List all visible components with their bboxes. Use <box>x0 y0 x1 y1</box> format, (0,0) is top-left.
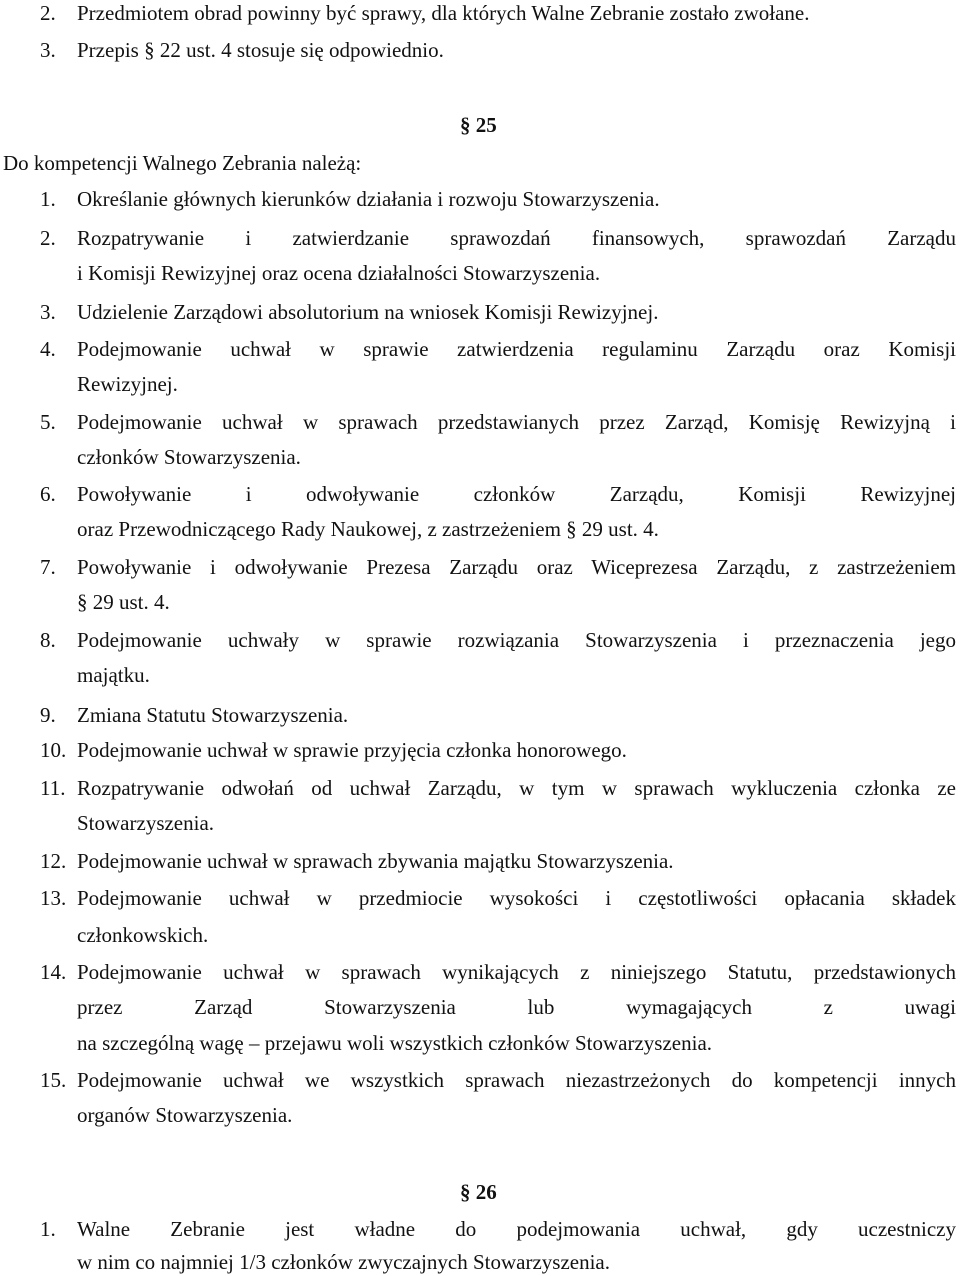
item-text: Przepis § 22 ust. 4 stosuje się odpowiednio. <box>77 38 444 62</box>
item-text: § 29 ust. 4. <box>77 590 170 614</box>
item-text: Podejmowanie uchwał w sprawach zbywania majątku Stowarzyszenia. <box>77 849 674 873</box>
item-text: Podejmowanie uchwał w sprawach wynikających z niniejszego Statutu, przedstawionych <box>77 960 956 984</box>
item-text: organów Stowarzyszenia. <box>77 1103 293 1127</box>
section-heading-26: § 26 <box>460 1180 497 1204</box>
item-text: oraz Przewodniczącego Rady Naukowej, z zastrzeżeniem § 29 ust. 4. <box>77 517 659 541</box>
item-text: Podejmowanie uchwały w sprawie rozwiązania Stowarzyszenia i przeznaczenia jego <box>77 628 956 652</box>
item-text: w nim co najmniej 1/3 członków zwyczajnych Stowarzyszenia. <box>77 1250 610 1274</box>
item-number: 4. <box>40 337 56 361</box>
item-text: Podejmowanie uchwał w sprawach przedstawianych przez Zarząd, Komisję Rewizyjną i <box>77 410 956 434</box>
item-number: 12. <box>40 849 67 873</box>
item-text: Walne Zebranie jest władne do podejmowania uchwał, gdy uczestniczy <box>77 1217 956 1241</box>
item-number: 5. <box>40 410 56 434</box>
item-text: przez Zarząd Stowarzyszenia lub wymagających z uwagi <box>77 995 956 1019</box>
item-text: Podejmowanie uchwał w sprawie zatwierdzenia regulaminu Zarządu oraz Komisji <box>77 337 956 361</box>
item-number: 6. <box>40 482 56 506</box>
item-text: na szczególną wagę – przejawu woli wszystkich członków Stowarzyszenia. <box>77 1031 713 1055</box>
item-number: 10. <box>40 738 67 762</box>
item-number: 9. <box>40 703 56 727</box>
section-intro: Do kompetencji Walnego Zebrania należą: <box>3 151 362 175</box>
item-text: Powoływanie i odwoływanie Prezesa Zarządu oraz Wiceprezesa Zarządu, z zastrzeżeniem <box>77 555 956 579</box>
item-text: członkowskich. <box>77 923 209 947</box>
item-number: 7. <box>40 555 56 579</box>
item-number: 1. <box>40 187 56 211</box>
item-number: 14. <box>40 960 67 984</box>
section-heading-25: § 25 <box>460 113 497 137</box>
item-number: 15. <box>40 1068 67 1092</box>
item-number: 11. <box>40 776 66 800</box>
item-text: Podejmowanie uchwał we wszystkich sprawach niezastrzeżonych do kompetencji innych <box>77 1068 956 1092</box>
item-text: Rozpatrywanie odwołań od uchwał Zarządu, w tym w sprawach wykluczenia członka ze <box>77 776 956 800</box>
item-text: i Komisji Rewizyjnej oraz ocena działalności Stowarzyszenia. <box>77 261 601 285</box>
item-number: 13. <box>40 886 67 910</box>
item-number: 1. <box>40 1217 56 1241</box>
item-number: 8. <box>40 628 56 652</box>
item-text: Rozpatrywanie i zatwierdzanie sprawozdań finansowych, sprawozdań Zarządu <box>77 226 956 250</box>
item-text: Zmiana Statutu Stowarzyszenia. <box>77 703 349 727</box>
item-text: Określanie głównych kierunków działania i rozwoju Stowarzyszenia. <box>77 187 660 211</box>
item-text: majątku. <box>77 663 150 687</box>
item-text: członków Stowarzyszenia. <box>77 445 301 469</box>
item-text: Podejmowanie uchwał w przedmiocie wysokości i częstotliwości opłacania składek <box>77 886 956 910</box>
item-number: 3. <box>40 300 56 324</box>
item-text: Powoływanie i odwoływanie członków Zarządu, Komisji Rewizyjnej <box>77 482 956 506</box>
item-text: Udzielenie Zarządowi absolutorium na wniosek Komisji Rewizyjnej. <box>77 300 659 324</box>
item-number: 3. <box>40 38 56 62</box>
item-text: Przedmiotem obrad powinny być sprawy, dla których Walne Zebranie zostało zwołane. <box>77 1 810 25</box>
item-number: 2. <box>40 1 56 25</box>
item-text: Stowarzyszenia. <box>77 811 215 835</box>
item-text: Rewizyjnej. <box>77 372 178 396</box>
item-text: Podejmowanie uchwał w sprawie przyjęcia członka honorowego. <box>77 738 627 762</box>
item-number: 2. <box>40 226 56 250</box>
